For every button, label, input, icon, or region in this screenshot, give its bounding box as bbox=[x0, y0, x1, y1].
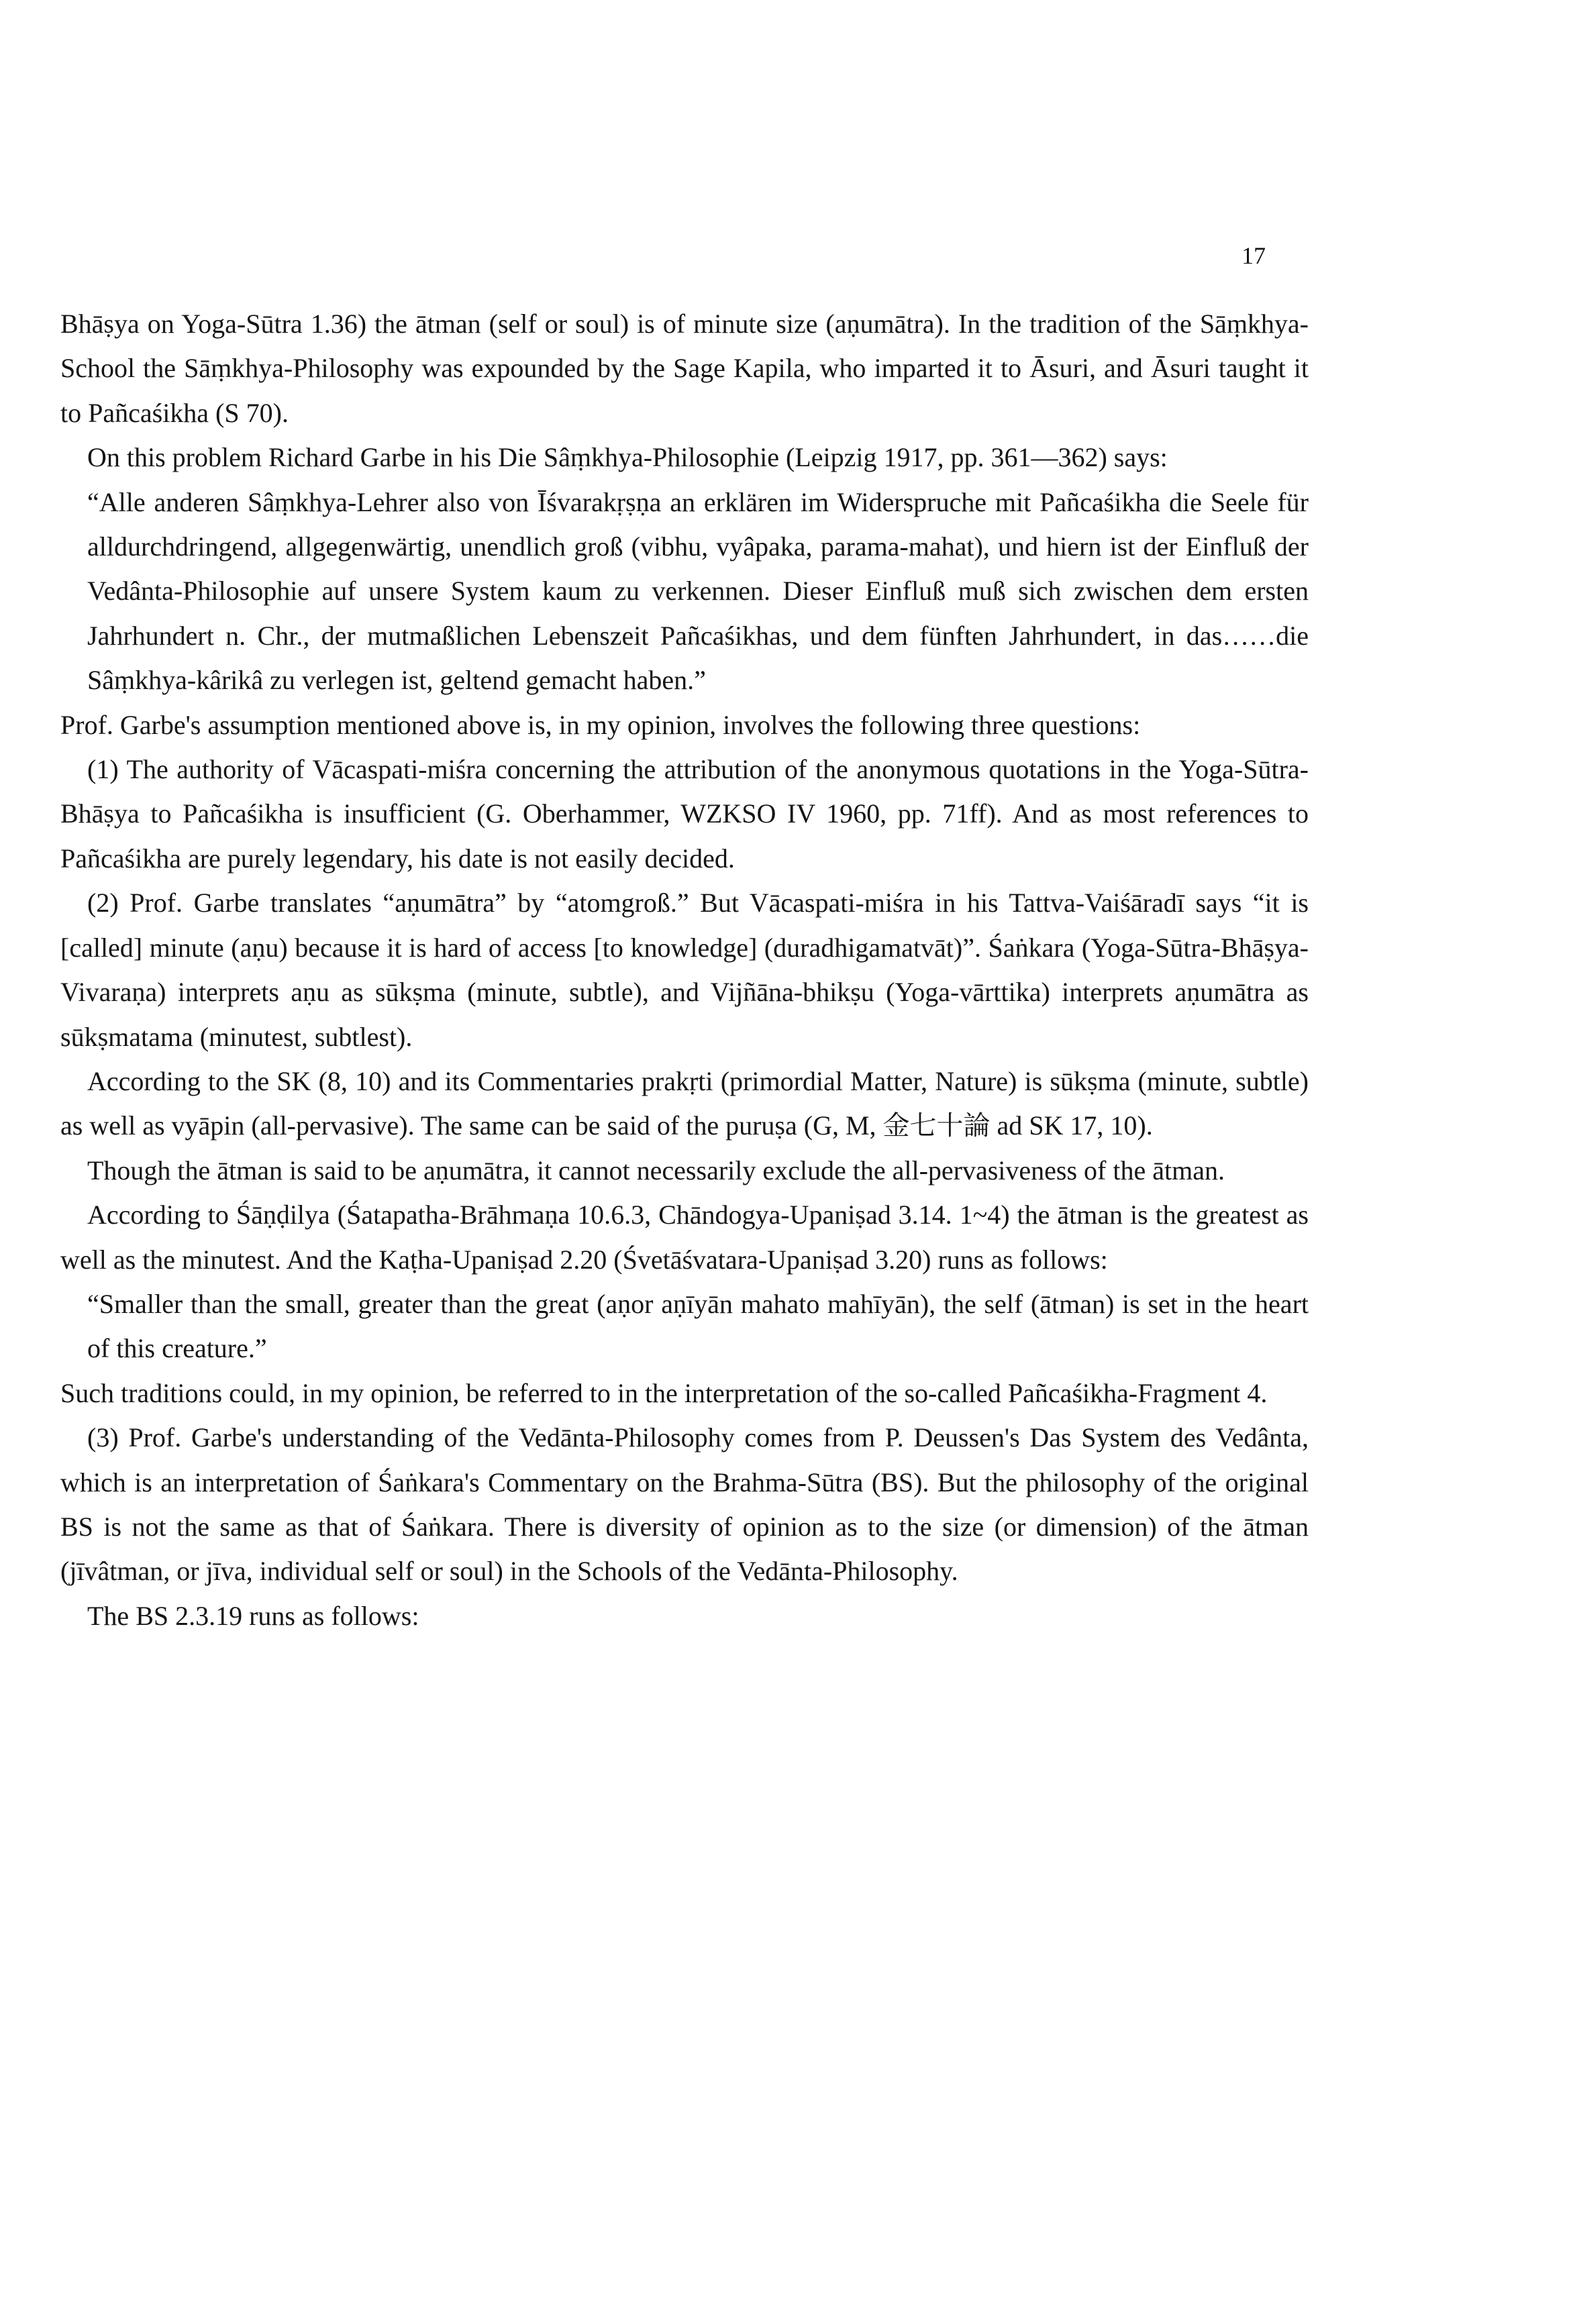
paragraph-traditions: Such traditions could, in my opinion, be referred to in the interpretation of the so-called Pañcaśikha-Fragment 4. bbox=[60, 1377, 1268, 1408]
paragraph-1: Bhāṣya on Yoga-Sūtra 1.36) the ātman (self or soul) is of minute size (aṇumātra). In the tradition of the Sāṃkhya-School the Sāṃkhya-Philosophy was expounded by the Sage Kapila, who imparted it to Āsuri, and Āsuri taught it to Pañcaśikha (S 70). bbox=[60, 309, 1309, 428]
paragraph-2: On this problem Richard Garbe in his Die Sâṃkhya-Philosophie (Leipzig 1917, pp. 361—362) says: bbox=[87, 442, 1168, 473]
quotation-katha: “Smaller than the small, greater than the great (aṇor aṇīyān mahato mahīyān), the self (ātman) is set in the heart of this creature.” bbox=[87, 1288, 1309, 1364]
page-number: 17 bbox=[1242, 242, 1266, 269]
paragraph-sk: According to the SK (8, 10) and its Commentaries prakṛti (primordial Matter, Nature) is sūkṣma (minute, subtle) as well as vyāpin (all-pervasive). The same can be said of the puruṣa (G, M, 金七十論 ad SK 17, 10). bbox=[60, 1065, 1309, 1141]
paragraph-question-1: (1) The authority of Vācaspati-miśra concerning the attribution of the anonymous quotations in the Yoga-Sūtra-Bhāṣya to Pañcaśikha is insufficient (G. Oberhammer, WZKSO IV 1960, pp. 71ff). And as most references to Pañcaśikha are purely legendary, his date is not easily decided. bbox=[60, 754, 1309, 874]
quotation-garbe: “Alle anderen Sâṃkhya-Lehrer also von Īśvarakṛṣṇa an erklären im Widerspruche mit Pañcaśikha die Seele für alldurchdringend, allgegenwärtig, unendlich groß (vibhu, vyâpaka, parama-mahat), und hiern ist der Einfluß der Vedânta-Philosophie auf unsere System kaum zu verkennen. Dieser Einfluß muß sich zwischen dem ersten Jahrhundert n. Chr., der mutmaßlichen Lebenszeit Pañcaśikhas, und dem fünften Jahrhundert, in das……die Sâṃkhya-kârikâ zu verlegen ist, geltend gemacht haben.” bbox=[87, 486, 1309, 696]
paragraph-question-2: (2) Prof. Garbe translates “aṇumātra” by “atomgroß.” But Vācaspati-miśra in his Tattva-Vaiśāradī says “it is [called] minute (aṇu) because it is hard of access [to knowledge] (duradhigamatvāt)”. Śaṅkara (Yoga-Sūtra-Bhāṣya-Vivaraṇa) interprets aṇu as sūkṣma (minute, subtle), and Vijñāna-bhikṣu (Yoga-vārttika) interprets aṇumātra as sūkṣmatama (minutest, subtlest). bbox=[60, 888, 1309, 1052]
paragraph-question-3: (3) Prof. Garbe's understanding of the Vedānta-Philosophy comes from P. Deussen's Das System des Vedânta, which is an interpretation of Śaṅkara's Commentary on the Brahma-Sūtra (BS). But the philosophy of the original BS is not the same as that of Śaṅkara. There is diversity of opinion as to the size (or dimension) of the ātman (jīvâtman, or jīva, individual self or soul) in the Schools of the Vedānta-Philosophy. bbox=[60, 1422, 1309, 1587]
paragraph-3: Prof. Garbe's assumption mentioned above is, in my opinion, involves the following three questions: bbox=[60, 709, 1141, 740]
paragraph-bs: The BS 2.3.19 runs as follows: bbox=[87, 1600, 419, 1631]
paragraph-atman: Though the ātman is said to be aṇumātra, it cannot necessarily exclude the all-pervasiveness of the ātman. bbox=[87, 1155, 1225, 1185]
paragraph-sandilya: According to Śāṇḍilya (Śatapatha-Brāhmaṇa 10.6.3, Chāndogya-Upaniṣad 3.14. 1~4) the ātman is the greatest as well as the minutest. And the Kaṭha-Upaniṣad 2.20 (Śvetāśvatara-Upaniṣad 3.20) runs as follows: bbox=[60, 1200, 1309, 1275]
body-text bbox=[60, 302, 1309, 1638]
